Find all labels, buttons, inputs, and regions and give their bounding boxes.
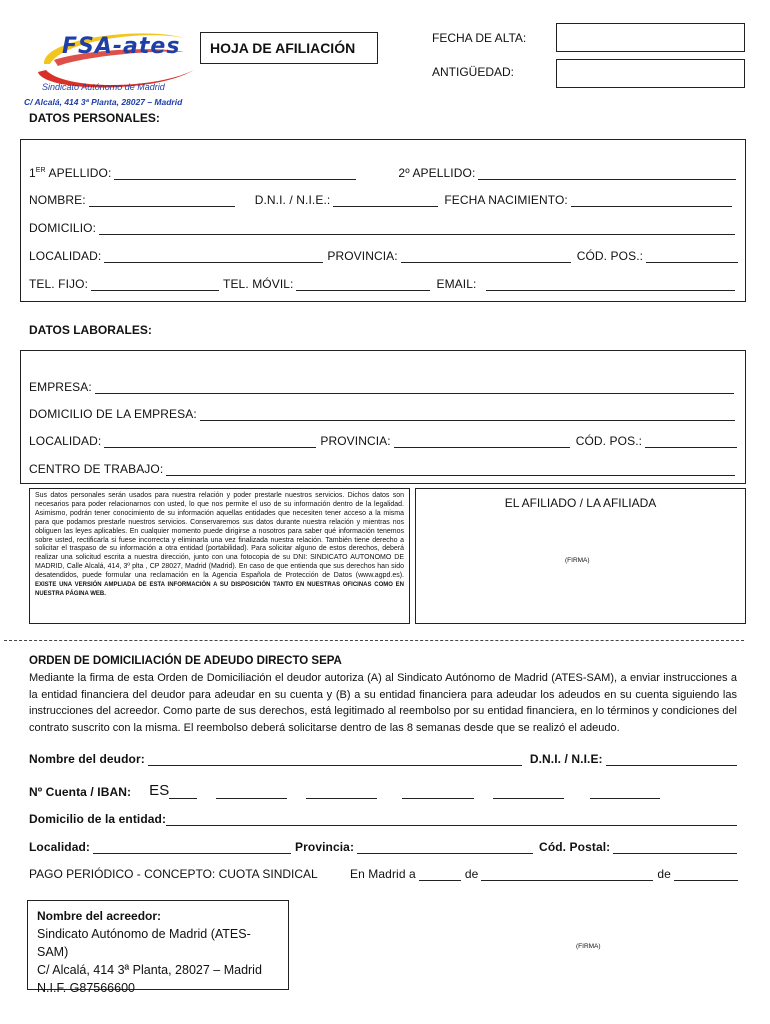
row-en-madrid [350, 867, 738, 881]
tel-fijo-field[interactable] [91, 279, 219, 291]
row-apellidos [29, 166, 736, 180]
domicilio-empresa-label: DOMICILIO DE LA EMPRESA: [29, 407, 197, 421]
row-localidad-entidad [29, 840, 737, 854]
iban-field-6[interactable] [590, 787, 660, 799]
tel-movil-field[interactable] [296, 279, 430, 291]
centro-trabajo-label: CENTRO DE TRABAJO: [29, 462, 164, 476]
cod-postal-entidad-field[interactable] [613, 842, 737, 854]
domicilio-entidad-field[interactable] [166, 814, 737, 826]
iban-field-5[interactable] [493, 787, 564, 799]
cod-pos-field[interactable] [646, 251, 738, 263]
localidad-entidad-field[interactable] [93, 842, 291, 854]
nombre-field[interactable] [89, 195, 235, 207]
cod-postal-entidad-label: Cód. Postal: [539, 840, 611, 854]
domicilio-label: DOMICILIO: [29, 221, 97, 235]
provincia-entidad-label: Provincia: [295, 840, 355, 854]
logo-subtitle: Sindicato Autónomo de Madrid [42, 82, 165, 92]
sepa-body: Mediante la firma de esta Orden de Domiciliación el deudor autoriza (A) al Sindicato Autónomo de Madrid (ATES-SAM), a enviar instrucciones a la entidad financiera del deudor para adeudar en su cuenta y (B) a su entidad financiera para adeudar los adeudos en su cuenta siguiendo las instrucciones del acreedor. Como parte de sus derechos, está legitimado al reembolso por su entidad financiera, en lo términos y condiciones del contrato suscrito con la misma. El reembolso deberá solicitarse dentro de las 8 semanas desde que se realizó el adeudo. [29, 672, 737, 734]
row-localidad [29, 249, 738, 263]
dni-deudor-label: D.N.I. / N.I.E: [529, 752, 603, 766]
iban-field-1[interactable] [169, 787, 197, 799]
cut-line [4, 640, 744, 641]
section-title-personal: DATOS PERSONALES: [29, 111, 160, 125]
mes-field[interactable] [481, 869, 653, 881]
signature-firma: (FIRMA) [565, 557, 590, 564]
dia-field[interactable] [419, 869, 461, 881]
fecha-alta-label: FECHA DE ALTA: [432, 31, 527, 45]
row-domicilio [29, 221, 735, 235]
row-nombre [29, 193, 732, 207]
provincia-field[interactable] [401, 251, 571, 263]
logo [24, 20, 204, 100]
empresa-label: EMPRESA: [29, 380, 92, 394]
provincia-empresa-field[interactable] [394, 436, 570, 448]
fecha-nac-field[interactable] [571, 195, 732, 207]
localidad-empresa-field[interactable] [104, 436, 316, 448]
acreedor-line2: C/ Alcalá, 414 3ª Planta, 28027 – Madrid [37, 963, 262, 977]
email-label: EMAIL: [436, 277, 477, 291]
dni-field[interactable] [333, 195, 438, 207]
de-label-2: de [657, 867, 671, 881]
sepa-title: ORDEN DE DOMICILIACIÓN DE ADEUDO DIRECTO SEPA [29, 655, 342, 667]
domicilio-entidad-label: Domicilio de la entidad: [29, 812, 167, 826]
anio-field[interactable] [674, 869, 738, 881]
email-field[interactable] [486, 279, 735, 291]
row-empresa [29, 380, 734, 394]
domicilio-field[interactable] [99, 223, 735, 235]
localidad-field[interactable] [104, 251, 323, 263]
tel-movil-label: TEL. MÓVIL: [223, 277, 294, 291]
logo-text: FSA-ates [62, 34, 181, 59]
signature-title: EL AFILIADO / LA AFILIADA [504, 496, 657, 510]
antiguedad-field[interactable] [556, 59, 745, 88]
dni-label: D.N.I. / N.I.E.: [254, 193, 331, 207]
row-nombre-deudor [29, 752, 737, 766]
localidad-empresa-label: LOCALIDAD: [29, 434, 102, 448]
centro-trabajo-field[interactable] [166, 464, 735, 476]
dni-deudor-field[interactable] [606, 754, 737, 766]
section-title-laboral: DATOS LABORALES: [29, 323, 152, 337]
row-telefonos [29, 277, 735, 291]
cod-pos-empresa-field[interactable] [645, 436, 737, 448]
acreedor-title: Nombre del acreedor: [37, 909, 162, 923]
apellido1-label: 1ER APELLIDO: [29, 166, 112, 180]
en-madrid-label: En Madrid a [350, 867, 416, 881]
row-iban [29, 782, 709, 799]
provincia-entidad-field[interactable] [357, 842, 533, 854]
domicilio-empresa-field[interactable] [200, 409, 735, 421]
provincia-label: PROVINCIA: [327, 249, 398, 263]
antiguedad-label: ANTIGÜEDAD: [432, 65, 515, 79]
localidad-label: LOCALIDAD: [29, 249, 102, 263]
acreedor-box [27, 900, 289, 995]
iban-field-2[interactable] [216, 787, 287, 799]
acreedor-line3: N.I.F. G87566600 [37, 981, 135, 995]
nombre-deudor-label: Nombre del deudor: [29, 752, 145, 766]
apellido2-field[interactable] [478, 168, 736, 180]
nombre-deudor-field[interactable] [148, 754, 522, 766]
row-localidad-empresa [29, 434, 737, 448]
privacy-text: Sus datos personales serán usados para nuestra relación y poder prestarle nuestros servicios. Dichos datos son necesarios para poder relacionarnos con usted, lo que nos permite el uso de su información dentro de la legalidad. Asimismo, podrán tener conocimiento de su información aquellas entidades que necesiten tener acceso a la misma para que podamos prestarle nuestros servicios. Conservaremos sus datos durante nuestra relación y mientras nos obliguen las leyes aplicables. En cualquier momento puede dirigirse a nosotros para saber qué información tenemos sobre usted, rectificarla si fuese incorrecta y eliminarla una vez finalizada nuestra relación. También tiene derecho a solicitar el traspaso de su información a otra entidad (portabilidad). Para solicitar alguno de estos derechos, deberá realizar una solicitud escrita a nuestra dirección, junto con una fotocopia de su DNI: SINDICATO AUTONOMO DE MADRID, Calle Alcalá, 414, 3º plta , CP 28027, Madrid (Madrid). En caso de que entienda que sus derechos han sido desatendidos, puede formular una reclamación en la Agencia Española de Protección de Datos (www.agpd.es). EXISTE UNA VERSIÓN AMPLIADA DE ESTA INFORMACIÓN A SU DISPOSICIÓN TANTO EN NUESTRAS OFICINAS COMO EN NUESTRA PÁGINA WEB. [35, 492, 404, 597]
cod-pos-label: CÓD. POS.: [576, 249, 644, 263]
nombre-label: NOMBRE: [29, 193, 86, 207]
apellido1-field[interactable] [114, 168, 356, 180]
row-domicilio-empresa [29, 407, 735, 421]
row-domicilio-entidad [29, 812, 737, 826]
header-address: C/ Alcalá, 414 3ª Planta, 28027 – Madrid [24, 97, 183, 107]
fecha-alta-field[interactable] [556, 23, 745, 52]
pago-periodico: PAGO PERIÓDICO - CONCEPTO: CUOTA SINDICAL [29, 867, 318, 881]
provincia-empresa-label: PROVINCIA: [320, 434, 391, 448]
privacy-box [29, 488, 410, 624]
iban-label: Nº Cuenta / IBAN: [29, 785, 132, 799]
page-title: HOJA DE AFILIACIÓN [210, 40, 356, 56]
cod-pos-empresa-label: CÓD. POS.: [575, 434, 643, 448]
localidad-entidad-label: Localidad: [29, 840, 91, 854]
apellido2-label: 2º APELLIDO: [398, 166, 476, 180]
tel-fijo-label: TEL. FIJO: [29, 277, 89, 291]
de-label-1: de [464, 867, 479, 881]
acreedor-line1: Sindicato Autónomo de Madrid (ATES-SAM) [37, 927, 251, 959]
sepa-firma: (FIRMA) [576, 943, 601, 950]
fecha-nac-label: FECHA NACIMIENTO: [444, 193, 568, 207]
iban-field-4[interactable] [402, 787, 474, 799]
iban-field-3[interactable] [306, 787, 377, 799]
row-centro-trabajo [29, 462, 735, 476]
empresa-field[interactable] [95, 382, 734, 394]
iban-prefix: ES [149, 782, 170, 799]
